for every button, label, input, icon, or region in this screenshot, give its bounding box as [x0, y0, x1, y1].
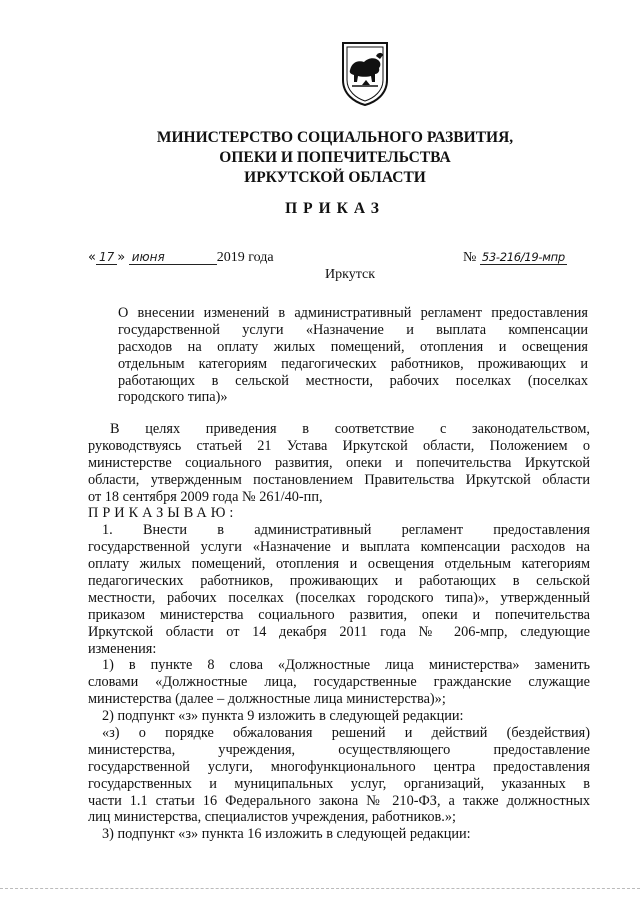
body-line: части 1.1 статьи 16 Федерального закона № 210-ФЗ, а также должностных: [88, 792, 590, 809]
body-line: 2) подпункт «з» пункта 9 изложить в следующей редакции:: [102, 708, 464, 725]
ministry-name: [0, 128, 640, 188]
body-line: 1. Внести в административный регламент предоставления: [102, 522, 590, 539]
ministry-line-3: ИРКУТСКОЙ ОБЛАСТИ: [244, 169, 426, 186]
body-line: оплату жилых помещений, отопления и освещения отдельным категориям: [88, 556, 590, 573]
body-line: словами «Должностные лица, государственные гражданские служащие: [88, 674, 590, 691]
body-line: местности, рабочих поселках (поселках городского типа)», утвержденный: [88, 589, 590, 606]
body-line: изменения:: [88, 640, 157, 657]
date-quote-open: «: [88, 250, 96, 265]
document-type-title: ПРИКАЗ: [285, 200, 385, 217]
subject-line: работающих в сельской местности, рабочих поселках (поселках: [118, 372, 588, 389]
subject-line: О внесении изменений в административный регламент предоставления: [118, 305, 588, 321]
body-line: от 18 сентября 2009 года № 261/40-пп,: [88, 488, 323, 505]
body-line: министерства, учреждения, осуществляющего предоставление: [88, 741, 590, 758]
body-line: лиц министерства, специалистов учреждения, работников.»;: [88, 809, 456, 826]
subject-line: отдельным категориям педагогических работников, проживающих и: [118, 355, 588, 372]
body-line: области, утвержденным постановлением Правительства Иркутской области: [88, 471, 590, 488]
document-city: Иркутск: [324, 267, 376, 282]
body-line: В целях приведения в соответствие с законодательством,: [110, 421, 590, 437]
subject-line: государственной услуги «Назначение и выплата компенсации: [118, 321, 588, 338]
document-body: [88, 421, 590, 843]
body-line-order-word: ПРИКАЗЫВАЮ:: [88, 505, 238, 522]
document-date: [88, 250, 274, 266]
body-line: приказом министерства социального развития, опеки и попечительства: [88, 606, 590, 623]
body-line: 3) подпункт «з» пункта 16 изложить в следующей редакции:: [102, 826, 471, 843]
body-line: государственной услуги, многофункционального центра предоставления: [88, 758, 590, 775]
date-quote-close: »: [117, 250, 126, 265]
body-line: 1) в пункте 8 слова «Должностные лица министерства» заменить: [102, 657, 590, 674]
ministry-line-1: МИНИСТЕРСТВО СОЦИАЛЬНОГО РАЗВИТИЯ,: [156, 129, 514, 146]
number-value: 53-216/19-мпр: [481, 250, 565, 264]
body-line: министерства (далее – должностные лица министерства)»;: [88, 691, 446, 708]
body-line: государственных и муниципальных услуг, организаций, указанных в: [88, 775, 590, 792]
subject-line: городского типа)»: [118, 389, 228, 406]
body-line: министерстве социального развития, опеки и попечительства Иркутской: [88, 454, 590, 471]
document-subject: [118, 305, 588, 406]
subject-line: расходов на оплату жилых помещений, отопления и освещения: [118, 338, 588, 355]
number-prefix: №: [463, 250, 477, 265]
irkutsk-coat-of-arms-icon: [340, 40, 390, 106]
body-line: педагогических работников, проживающих и работающих в сельской: [88, 573, 590, 590]
body-line: «з) о порядке обжалования решений и действий (бездействия): [102, 725, 590, 742]
ministry-line-2: ОПЕКИ И ПОПЕЧИТЕЛЬСТВА: [219, 149, 451, 166]
date-month: июня: [129, 250, 217, 265]
body-line: государственной услуги «Назначение и выплата компенсации расходов на: [88, 539, 590, 556]
body-line: руководствуясь статьей 21 Устава Иркутской области, Положением о: [88, 437, 590, 454]
page-bottom-divider: [0, 888, 640, 890]
date-day: 17: [96, 250, 117, 265]
date-year: 2019 года: [216, 250, 274, 265]
document-number: [463, 250, 567, 266]
body-line: Иркутской области от 14 декабря 2011 года № 206-мпр, следующие: [88, 623, 590, 640]
